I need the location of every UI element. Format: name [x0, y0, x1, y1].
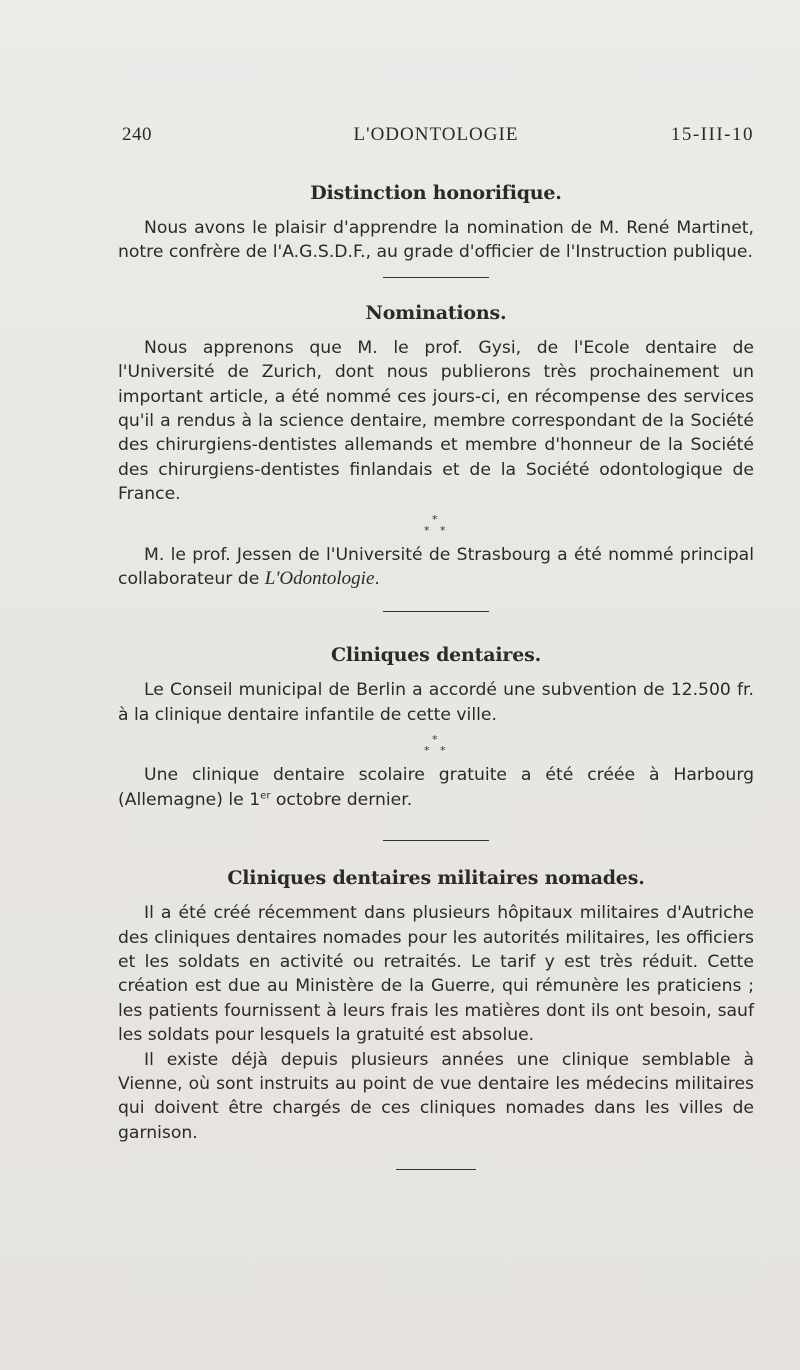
journal-title: L'ODONTOLOGIE	[353, 124, 519, 145]
asterism-divider	[416, 733, 456, 759]
asterism-star: *	[432, 512, 438, 526]
jessen-text: M. le prof. Jessen de l'Université de Strasbourg a été nommé principal collaborateur de	[118, 544, 754, 590]
paragraph-jessen	[118, 543, 754, 592]
paragraph-distinction: Nous avons le plaisir d'apprendre la nomination de M. René Martinet, notre confrère de l'A.G.S.D.F., au grade d'officier de l'Instruction publique.	[118, 218, 754, 263]
section-title-nominations: Nominations.	[365, 301, 507, 324]
asterism-star: *	[440, 744, 446, 758]
harbourg-text: Une clinique dentaire scolaire gratuite a été créée à Harbourg (Allemagne) le 1	[118, 765, 754, 810]
issue-date: 15-III-10	[670, 124, 754, 145]
page-body	[118, 180, 754, 1170]
paragraph-autriche: Il a été créé récemment dans plusieurs hôpitaux militaires d'Autriche des cliniques dentaires nomades pour les autorités militaires, les officiers et les soldats en activité ou retraités. Le tarif y est très réduit. Cette création est due au Ministère de la Guerre, qui rémunère les praticiens ; les patients fournissent à leurs frais les matières dont ils ont besoin, sauf les soldats pour lesquels la gratuité est absolue.	[118, 903, 754, 1046]
ordinal-superscript: er	[260, 789, 271, 801]
paragraph-berlin: Le Conseil municipal de Berlin a accordé une subvention de 12.500 fr. à la clinique dentaire infantile de cette ville.	[118, 680, 754, 725]
section-title-distinction: Distinction honorifique.	[310, 182, 562, 204]
journal-name-italic: L'Odontologie	[264, 568, 375, 590]
page-number: 240	[122, 124, 152, 145]
section-title-nomades: Cliniques dentaires militaires nomades.	[227, 867, 645, 890]
asterism-divider	[416, 513, 456, 539]
jessen-end: .	[374, 569, 380, 590]
asterism-star: *	[424, 523, 430, 537]
asterism-star: *	[432, 733, 438, 747]
asterism-star: *	[440, 523, 446, 537]
running-header	[118, 124, 754, 148]
asterism-star: *	[424, 744, 430, 758]
paragraph-vienne: Il existe déjà depuis plusieurs années une clinique semblable à Vienne, où sont instruits au point de vue dentaire les médecins militaires qui doivent être chargés de ces cliniques nomades dans les villes de garnison.	[118, 1049, 754, 1143]
paragraph-harbourg	[118, 763, 754, 812]
end-divider	[396, 1169, 476, 1170]
harbourg-end: octobre dernier.	[270, 789, 413, 810]
paragraph-gysi: Nous apprenons que M. le prof. Gysi, de l'Ecole dentaire de l'Université de Zurich, dont nous publierons très prochainement un important article, a été nommé ces jours-ci, en récompense des services qu'il a rendus à la science dentaire, membre correspondant de la Société des chirurgiens-dentistes allemands et membre d'honneur de la Société des chirurgiens-dentistes finlandais et de la Société odontologique de France.	[118, 337, 754, 505]
section-title-cliniques: Cliniques dentaires.	[331, 644, 541, 667]
